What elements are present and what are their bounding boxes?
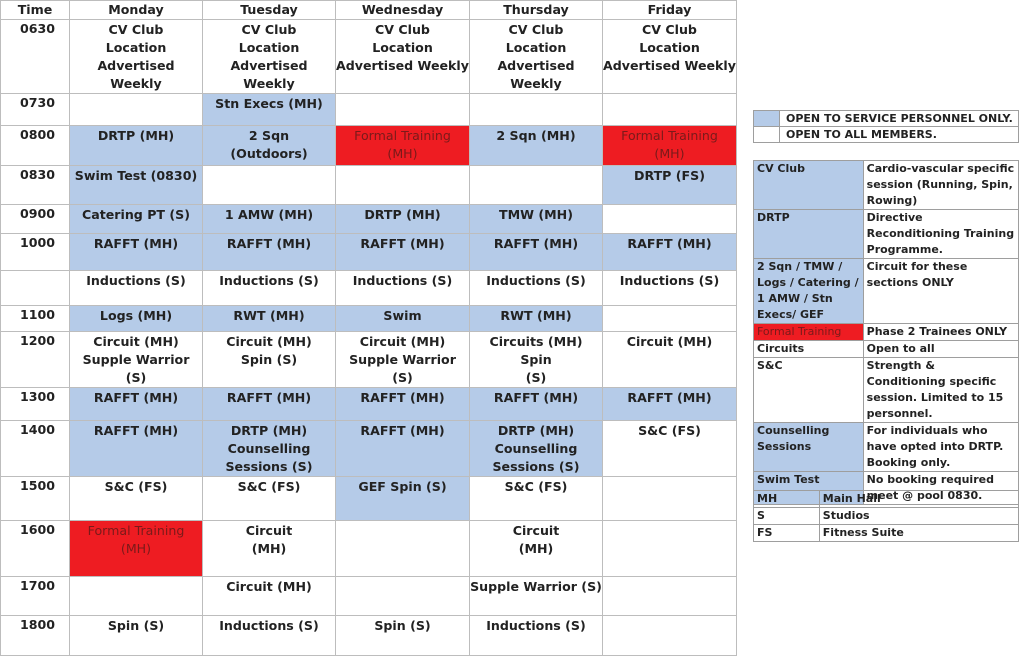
session-cell-thursday bbox=[470, 20, 603, 94]
session-text: Circuit bbox=[245, 523, 293, 538]
session-text: DRTP (FS) bbox=[634, 168, 705, 183]
session-cell-monday bbox=[70, 166, 203, 205]
session-text: RAFFT (MH) bbox=[93, 423, 179, 438]
session-text: Swim bbox=[383, 308, 422, 323]
key-label-service: OPEN TO SERVICE PERSONNEL ONLY. bbox=[780, 111, 1019, 127]
time-cell: 1800 bbox=[1, 616, 70, 656]
time-cell: 0900 bbox=[1, 205, 70, 234]
legend-desc: For individuals who have opted into DRTP. Booking only. bbox=[863, 423, 1018, 472]
timetable-row bbox=[1, 577, 737, 616]
session-cell-tuesday bbox=[203, 205, 336, 234]
session-text: CV Club bbox=[375, 22, 430, 37]
session-cell-friday bbox=[603, 521, 737, 577]
session-cell-tuesday bbox=[203, 616, 336, 656]
locations-table bbox=[753, 490, 1019, 542]
col-header-tuesday: Tuesday bbox=[203, 1, 336, 20]
session-text: 2 Sqn (MH) bbox=[496, 128, 576, 143]
session-text: Advertised Weekly bbox=[97, 58, 175, 91]
session-cell-thursday bbox=[470, 94, 603, 126]
session-cell-tuesday bbox=[203, 20, 336, 94]
session-cell-monday bbox=[70, 421, 203, 477]
session-cell-tuesday bbox=[203, 271, 336, 306]
session-text: Counselling bbox=[494, 441, 578, 456]
session-cell-friday bbox=[603, 332, 737, 388]
session-text: Supple Warrior bbox=[82, 352, 190, 367]
session-text: (MH) bbox=[654, 146, 685, 161]
col-header-friday: Friday bbox=[603, 1, 737, 20]
location-row bbox=[754, 525, 1019, 542]
session-text: Circuit (MH) bbox=[226, 579, 312, 594]
session-cell-tuesday bbox=[203, 94, 336, 126]
session-text: Spin bbox=[520, 352, 552, 367]
session-text: Circuits (MH) bbox=[489, 334, 583, 349]
location-name: Main Hall bbox=[819, 491, 1018, 508]
session-text: Location bbox=[105, 40, 167, 55]
session-cell-friday bbox=[603, 577, 737, 616]
timetable-row bbox=[1, 421, 737, 477]
session-cell-tuesday bbox=[203, 234, 336, 271]
legend-row bbox=[754, 341, 1019, 358]
session-cell-monday bbox=[70, 332, 203, 388]
session-cell-friday bbox=[603, 477, 737, 521]
session-text: (MH) bbox=[387, 146, 418, 161]
session-text: DRTP (MH) bbox=[497, 423, 575, 438]
session-text: Sessions (S) bbox=[492, 459, 580, 474]
col-header-thursday: Thursday bbox=[470, 1, 603, 20]
time-cell bbox=[1, 271, 70, 306]
time-cell: 1300 bbox=[1, 388, 70, 421]
session-text: TMW (MH) bbox=[499, 207, 573, 222]
session-text: Location bbox=[238, 40, 300, 55]
session-text: RAFFT (MH) bbox=[226, 236, 312, 251]
session-cell-friday bbox=[603, 421, 737, 477]
key-row-all bbox=[754, 127, 1019, 143]
session-cell-thursday bbox=[470, 166, 603, 205]
legend-term: Counselling Sessions bbox=[754, 423, 864, 472]
timetable-row bbox=[1, 94, 737, 126]
session-cell-tuesday bbox=[203, 166, 336, 205]
session-cell-monday bbox=[70, 388, 203, 421]
key-label-all: OPEN TO ALL MEMBERS. bbox=[780, 127, 1019, 143]
session-cell-thursday bbox=[470, 477, 603, 521]
session-cell-friday bbox=[603, 306, 737, 332]
session-text: Inductions (S) bbox=[619, 273, 720, 288]
session-text: Formal Training bbox=[87, 523, 185, 538]
session-text: Inductions (S) bbox=[352, 273, 453, 288]
session-text: 1 AMW (MH) bbox=[224, 207, 314, 222]
blue-swatch bbox=[754, 111, 780, 127]
session-text: Spin (S) bbox=[107, 618, 165, 633]
session-text: CV Club bbox=[108, 22, 164, 37]
session-text: Spin (S) bbox=[240, 352, 298, 367]
session-cell-thursday bbox=[470, 388, 603, 421]
session-text: Sessions (S) bbox=[225, 459, 313, 474]
timetable-row bbox=[1, 388, 737, 421]
time-cell: 1400 bbox=[1, 421, 70, 477]
timetable-row bbox=[1, 521, 737, 577]
timetable-body bbox=[1, 20, 737, 656]
session-text: RAFFT (MH) bbox=[627, 390, 712, 405]
timetable-row bbox=[1, 166, 737, 205]
legend-row bbox=[754, 259, 1019, 324]
session-text: Location bbox=[372, 40, 433, 55]
session-text: RAFFT (MH) bbox=[93, 236, 179, 251]
session-cell-monday bbox=[70, 521, 203, 577]
session-cell-wednesday bbox=[336, 271, 470, 306]
session-cell-wednesday bbox=[336, 332, 470, 388]
session-cell-thursday bbox=[470, 421, 603, 477]
session-cell-friday bbox=[603, 616, 737, 656]
session-text: Circuit (MH) bbox=[359, 334, 446, 349]
session-cell-wednesday bbox=[336, 521, 470, 577]
timetable-row bbox=[1, 477, 737, 521]
session-text: Location bbox=[505, 40, 567, 55]
timetable-row bbox=[1, 20, 737, 94]
session-text: Location bbox=[639, 40, 700, 55]
session-cell-monday bbox=[70, 306, 203, 332]
session-text: Advertised Weekly bbox=[336, 58, 469, 73]
session-text: (MH) bbox=[251, 541, 287, 556]
legend-term: 2 Sqn / TMW / Logs / Catering / 1 AMW / Stn Execs/ GEF bbox=[754, 259, 864, 324]
col-header-monday: Monday bbox=[70, 1, 203, 20]
session-text: RAFFT (MH) bbox=[360, 236, 445, 251]
session-text: Supple Warrior (S) bbox=[470, 579, 602, 594]
legend-row bbox=[754, 358, 1019, 423]
session-cell-wednesday bbox=[336, 388, 470, 421]
legend-term: CV Club bbox=[754, 161, 864, 210]
legend-term: Swim Test bbox=[754, 472, 864, 505]
session-cell-thursday bbox=[470, 306, 603, 332]
session-cell-wednesday bbox=[336, 234, 470, 271]
session-cell-tuesday bbox=[203, 388, 336, 421]
location-code: FS bbox=[754, 525, 820, 542]
session-text: RAFFT (MH) bbox=[360, 423, 445, 438]
time-cell: 1100 bbox=[1, 306, 70, 332]
col-header-time: Time bbox=[1, 1, 70, 20]
session-cell-friday bbox=[603, 94, 737, 126]
session-cell-wednesday bbox=[336, 20, 470, 94]
session-cell-tuesday bbox=[203, 477, 336, 521]
session-text: Advertised Weekly bbox=[230, 58, 308, 91]
session-cell-wednesday bbox=[336, 577, 470, 616]
session-cell-wednesday bbox=[336, 421, 470, 477]
session-text: Inductions (S) bbox=[219, 273, 319, 288]
session-cell-thursday bbox=[470, 616, 603, 656]
session-text: Circuit bbox=[512, 523, 560, 538]
session-text: S&C (FS) bbox=[638, 423, 701, 438]
session-text: Formal Training bbox=[354, 128, 451, 143]
session-text: RAFFT (MH) bbox=[627, 236, 712, 251]
session-cell-monday bbox=[70, 616, 203, 656]
session-cell-friday bbox=[603, 388, 737, 421]
session-cell-friday bbox=[603, 205, 737, 234]
session-text: Spin (S) bbox=[374, 618, 431, 633]
session-cell-tuesday bbox=[203, 577, 336, 616]
session-cell-monday bbox=[70, 577, 203, 616]
legend-term: Formal Training bbox=[754, 324, 864, 341]
session-text: (Outdoors) bbox=[230, 146, 308, 161]
timetable-row bbox=[1, 332, 737, 388]
legend-row bbox=[754, 423, 1019, 472]
session-cell-thursday bbox=[470, 205, 603, 234]
session-text: S&C (FS) bbox=[504, 479, 568, 494]
session-cell-tuesday bbox=[203, 332, 336, 388]
legend-desc: Cardio-vascular specific session (Running, Spin, Rowing) bbox=[863, 161, 1018, 210]
session-text: DRTP (MH) bbox=[364, 207, 441, 222]
session-cell-tuesday bbox=[203, 521, 336, 577]
legend-table bbox=[753, 160, 1019, 505]
white-swatch bbox=[754, 127, 780, 143]
session-text: RAFFT (MH) bbox=[493, 236, 579, 251]
time-cell: 1600 bbox=[1, 521, 70, 577]
session-text: Inductions (S) bbox=[219, 618, 319, 633]
legend-desc: Circuit for these sections ONLY bbox=[863, 259, 1018, 324]
session-text: S&C (FS) bbox=[237, 479, 301, 494]
session-text: CV Club bbox=[241, 22, 297, 37]
timetable-row bbox=[1, 271, 737, 306]
session-cell-thursday bbox=[470, 577, 603, 616]
legend-row bbox=[754, 324, 1019, 341]
session-cell-monday bbox=[70, 234, 203, 271]
timetable-row bbox=[1, 234, 737, 271]
session-cell-friday bbox=[603, 126, 737, 166]
session-text: Inductions (S) bbox=[86, 273, 186, 288]
time-cell: 1500 bbox=[1, 477, 70, 521]
session-cell-monday bbox=[70, 126, 203, 166]
session-text: RAFFT (MH) bbox=[493, 390, 579, 405]
session-cell-monday bbox=[70, 205, 203, 234]
location-row bbox=[754, 491, 1019, 508]
session-text: (MH) bbox=[120, 541, 152, 556]
legend-desc: Strength & Conditioning specific session. Limited to 15 personnel. bbox=[863, 358, 1018, 423]
legend-row bbox=[754, 210, 1019, 259]
session-cell-tuesday bbox=[203, 126, 336, 166]
session-text: Formal Training bbox=[621, 128, 718, 143]
session-text: (S) bbox=[125, 370, 147, 385]
session-cell-monday bbox=[70, 94, 203, 126]
session-text: Circuit (MH) bbox=[93, 334, 179, 349]
session-text: 2 Sqn bbox=[248, 128, 290, 143]
timetable-row bbox=[1, 306, 737, 332]
session-cell-monday bbox=[70, 20, 203, 94]
legend-term: Circuits bbox=[754, 341, 864, 358]
time-cell: 0630 bbox=[1, 20, 70, 94]
time-cell: 1700 bbox=[1, 577, 70, 616]
session-cell-thursday bbox=[470, 271, 603, 306]
time-cell: 0730 bbox=[1, 94, 70, 126]
legend-row bbox=[754, 161, 1019, 210]
session-text: Logs (MH) bbox=[99, 308, 173, 323]
time-cell: 1200 bbox=[1, 332, 70, 388]
session-cell-friday bbox=[603, 20, 737, 94]
session-cell-thursday bbox=[470, 126, 603, 166]
session-cell-monday bbox=[70, 271, 203, 306]
session-text: RAFFT (MH) bbox=[360, 390, 445, 405]
session-text: Catering PT (S) bbox=[82, 207, 190, 222]
session-text: DRTP (MH) bbox=[230, 423, 308, 438]
location-code: S bbox=[754, 508, 820, 525]
session-cell-wednesday bbox=[336, 477, 470, 521]
session-text: Circuit (MH) bbox=[226, 334, 312, 349]
key-row-service bbox=[754, 111, 1019, 127]
session-cell-thursday bbox=[470, 521, 603, 577]
session-text: CV Club bbox=[642, 22, 697, 37]
session-text: CV Club bbox=[508, 22, 564, 37]
legend-desc: Open to all bbox=[863, 341, 1018, 358]
session-text: Inductions (S) bbox=[486, 618, 586, 633]
session-text: Stn Execs (MH) bbox=[215, 96, 323, 111]
session-text: (S) bbox=[392, 370, 413, 385]
session-text: Advertised Weekly bbox=[603, 58, 736, 73]
time-cell: 1000 bbox=[1, 234, 70, 271]
session-text: Inductions (S) bbox=[486, 273, 586, 288]
session-text: Swim Test (0830) bbox=[74, 168, 198, 183]
col-header-wednesday: Wednesday bbox=[336, 1, 470, 20]
session-text: Advertised Weekly bbox=[497, 58, 575, 91]
session-text: Supple Warrior bbox=[349, 352, 456, 367]
session-cell-friday bbox=[603, 234, 737, 271]
legend-term: S&C bbox=[754, 358, 864, 423]
timetable-row bbox=[1, 616, 737, 656]
session-text: S&C (FS) bbox=[104, 479, 168, 494]
legend-desc: No booking required meet @ pool 0830. bbox=[863, 472, 1018, 505]
session-text: RWT (MH) bbox=[233, 308, 305, 323]
header-row bbox=[1, 1, 737, 20]
session-text: (S) bbox=[525, 370, 547, 385]
session-cell-tuesday bbox=[203, 306, 336, 332]
session-text: RAFFT (MH) bbox=[226, 390, 312, 405]
session-cell-wednesday bbox=[336, 306, 470, 332]
session-text: DRTP (MH) bbox=[97, 128, 175, 143]
location-code: MH bbox=[754, 491, 820, 508]
timetable-row bbox=[1, 126, 737, 166]
session-cell-wednesday bbox=[336, 166, 470, 205]
legend-desc: Phase 2 Trainees ONLY bbox=[863, 324, 1018, 341]
session-cell-wednesday bbox=[336, 126, 470, 166]
session-text: (MH) bbox=[518, 541, 554, 556]
session-text: Circuit (MH) bbox=[626, 334, 713, 349]
time-cell: 0800 bbox=[1, 126, 70, 166]
location-name: Fitness Suite bbox=[819, 525, 1018, 542]
session-cell-monday bbox=[70, 477, 203, 521]
session-cell-thursday bbox=[470, 234, 603, 271]
session-text: GEF Spin (S) bbox=[358, 479, 447, 494]
session-cell-tuesday bbox=[203, 421, 336, 477]
location-row bbox=[754, 508, 1019, 525]
session-cell-wednesday bbox=[336, 616, 470, 656]
legend-desc: Directive Reconditioning Training Programme. bbox=[863, 210, 1018, 259]
session-cell-friday bbox=[603, 271, 737, 306]
time-cell: 0830 bbox=[1, 166, 70, 205]
session-text: Counselling bbox=[227, 441, 311, 456]
session-cell-friday bbox=[603, 166, 737, 205]
legend-term: DRTP bbox=[754, 210, 864, 259]
session-cell-wednesday bbox=[336, 94, 470, 126]
session-text: RWT (MH) bbox=[500, 308, 572, 323]
session-cell-thursday bbox=[470, 332, 603, 388]
access-key bbox=[753, 110, 1019, 143]
location-name: Studios bbox=[819, 508, 1018, 525]
timetable-row bbox=[1, 205, 737, 234]
session-text: RAFFT (MH) bbox=[93, 390, 179, 405]
session-cell-wednesday bbox=[336, 205, 470, 234]
